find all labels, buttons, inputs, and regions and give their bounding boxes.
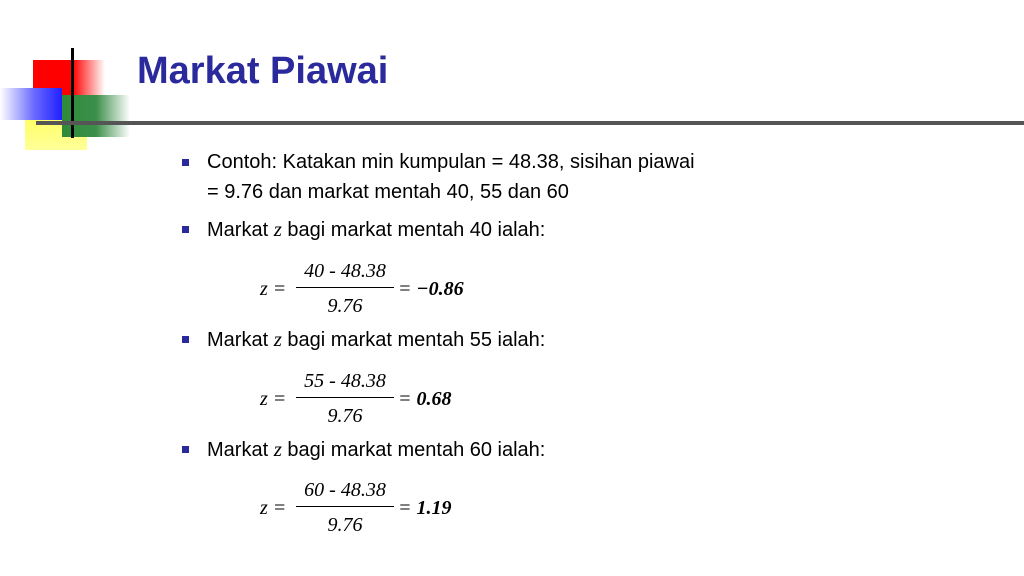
equation-z-40 — [260, 260, 480, 320]
bullet-text — [207, 325, 545, 354]
fraction-bar — [296, 506, 394, 507]
logo-blue-square — [0, 88, 62, 120]
equation-lhs: z = — [260, 278, 287, 300]
equation-z-55 — [260, 370, 480, 430]
equation-denominator: 9.76 — [327, 295, 363, 317]
bullet-variable: z — [273, 217, 282, 241]
bullet-variable: z — [273, 437, 282, 461]
equation-equals: = — [398, 278, 417, 300]
bullet-suffix: bagi markat mentah 55 ialah: — [281, 329, 546, 351]
equation-equals: = — [398, 388, 417, 410]
slide-title: Markat Piawai — [137, 50, 389, 92]
bullet-marker — [182, 336, 189, 343]
equation-numerator: 40 - 48.38 — [304, 260, 386, 282]
slide-logo-decoration — [0, 0, 140, 150]
bullet-suffix: bagi markat mentah 60 ialah: — [281, 439, 546, 461]
equation-rhs — [398, 497, 452, 520]
bullet-text-line1: Contoh: Katakan min kumpulan = 48.38, sisihan piawai — [207, 151, 695, 173]
fraction-bar — [296, 287, 394, 288]
fraction-bar — [296, 397, 394, 398]
equation-result: −0.86 — [416, 278, 464, 300]
equation-rhs — [398, 388, 452, 411]
equation-numerator: 60 - 48.38 — [304, 479, 386, 501]
equation-result: 1.19 — [416, 497, 452, 519]
bullet-text-line2: = 9.76 dan markat mentah 40, 55 dan 60 — [207, 181, 569, 203]
equation-equals: = — [398, 497, 417, 519]
bullet-text — [207, 215, 545, 244]
bullet-prefix: Markat — [207, 329, 274, 351]
equation-lhs: z = — [260, 388, 287, 410]
bullet-variable: z — [273, 327, 282, 351]
bullet-prefix: Markat — [207, 439, 274, 461]
bullet-marker — [182, 446, 189, 453]
equation-numerator: 55 - 48.38 — [304, 370, 386, 392]
equation-denominator: 9.76 — [327, 514, 363, 536]
equation-lhs: z = — [260, 497, 287, 519]
bullet-marker — [182, 159, 189, 166]
equation-result: 0.68 — [416, 388, 452, 410]
bullet-suffix: bagi markat mentah 40 ialah: — [281, 219, 546, 241]
title-divider-line — [36, 121, 1024, 125]
bullet-text — [207, 435, 545, 464]
bullet-marker — [182, 226, 189, 233]
equation-denominator: 9.76 — [327, 405, 363, 427]
equation-rhs — [398, 278, 464, 301]
bullet-prefix: Markat — [207, 219, 274, 241]
equation-z-60 — [260, 479, 480, 539]
